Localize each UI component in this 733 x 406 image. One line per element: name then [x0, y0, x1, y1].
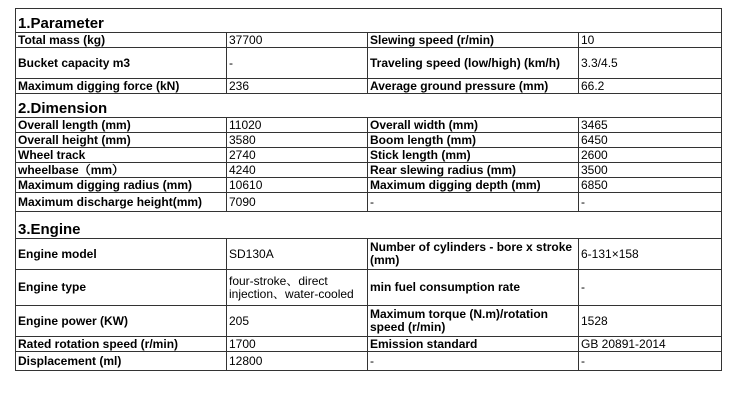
spec-label: - — [368, 193, 579, 212]
spec-label: Wheel track — [16, 148, 227, 163]
table-row — [16, 133, 722, 148]
table-row — [16, 163, 722, 178]
table-row — [16, 148, 722, 163]
spec-value: - — [579, 270, 722, 306]
spec-label: Slewing speed (r/min) — [368, 33, 579, 48]
spec-label: Average ground pressure (mm) — [368, 79, 579, 94]
spec-label: Displacement (ml) — [16, 352, 227, 371]
spec-value: 66.2 — [579, 79, 722, 94]
spec-label: - — [368, 352, 579, 371]
spec-label: Rated rotation speed (r/min) — [16, 337, 227, 352]
spec-value: 12800 — [227, 352, 368, 371]
spec-value: four-stroke、direct injection、water-cooled — [227, 270, 368, 306]
spec-label: Overall length (mm) — [16, 118, 227, 133]
spec-value: 3.3/4.5 — [579, 48, 722, 79]
spec-label: Bucket capacity m3 — [16, 48, 227, 79]
spec-label: Rear slewing radius (mm) — [368, 163, 579, 178]
spec-value: 2600 — [579, 148, 722, 163]
spec-label: Traveling speed (low/high) (km/h) — [368, 48, 579, 79]
spec-label: Maximum torque (N.m)/rotation speed (r/min) — [368, 306, 579, 337]
spec-label: Total mass (kg) — [16, 33, 227, 48]
spec-value: 1528 — [579, 306, 722, 337]
table-row — [16, 48, 722, 79]
section-header-parameter — [16, 9, 722, 33]
spec-label: Overall width (mm) — [368, 118, 579, 133]
table-row — [16, 337, 722, 352]
spec-value: 3465 — [579, 118, 722, 133]
spec-value: - — [579, 352, 722, 371]
section-title: 2.Dimension — [16, 94, 722, 118]
table-row — [16, 239, 722, 270]
spec-value: 6850 — [579, 178, 722, 193]
spec-label: Maximum digging force (kN) — [16, 79, 227, 94]
spec-value: 3500 — [579, 163, 722, 178]
table-row — [16, 270, 722, 306]
section-title: 1.Parameter — [16, 9, 722, 33]
spec-label: min fuel consumption rate — [368, 270, 579, 306]
spec-value: 6450 — [579, 133, 722, 148]
spec-value: 37700 — [227, 33, 368, 48]
spec-label: Maximum digging radius (mm) — [16, 178, 227, 193]
spec-table — [15, 8, 722, 371]
spec-value: 10610 — [227, 178, 368, 193]
spec-value: - — [579, 193, 722, 212]
spec-label: Engine power (KW) — [16, 306, 227, 337]
table-row — [16, 33, 722, 48]
section-header-engine — [16, 212, 722, 239]
spec-value: 205 — [227, 306, 368, 337]
spec-value: GB 20891-2014 — [579, 337, 722, 352]
spec-label: Engine model — [16, 239, 227, 270]
spec-label: Maximum digging depth (mm) — [368, 178, 579, 193]
table-row — [16, 352, 722, 371]
table-row — [16, 193, 722, 212]
spec-value: - — [227, 48, 368, 79]
spec-value: 10 — [579, 33, 722, 48]
spec-label: wheelbase（mm） — [16, 163, 227, 178]
table-row — [16, 118, 722, 133]
spec-label: Number of cylinders - bore x stroke (mm) — [368, 239, 579, 270]
spec-label: Engine type — [16, 270, 227, 306]
spec-label: Overall height (mm) — [16, 133, 227, 148]
spec-label: Maximum discharge height(mm) — [16, 193, 227, 212]
section-title: 3.Engine — [16, 212, 722, 239]
table-row — [16, 306, 722, 337]
spec-value: 4240 — [227, 163, 368, 178]
section-header-dimension — [16, 94, 722, 118]
table-row — [16, 79, 722, 94]
spec-value: 11020 — [227, 118, 368, 133]
spec-label: Boom length (mm) — [368, 133, 579, 148]
table-row — [16, 178, 722, 193]
spec-label: Stick length (mm) — [368, 148, 579, 163]
spec-value: 236 — [227, 79, 368, 94]
spec-value: 3580 — [227, 133, 368, 148]
spec-value: 2740 — [227, 148, 368, 163]
spec-value: 1700 — [227, 337, 368, 352]
spec-value: SD130A — [227, 239, 368, 270]
spec-value: 6-131×158 — [579, 239, 722, 270]
spec-label: Emission standard — [368, 337, 579, 352]
spec-value: 7090 — [227, 193, 368, 212]
